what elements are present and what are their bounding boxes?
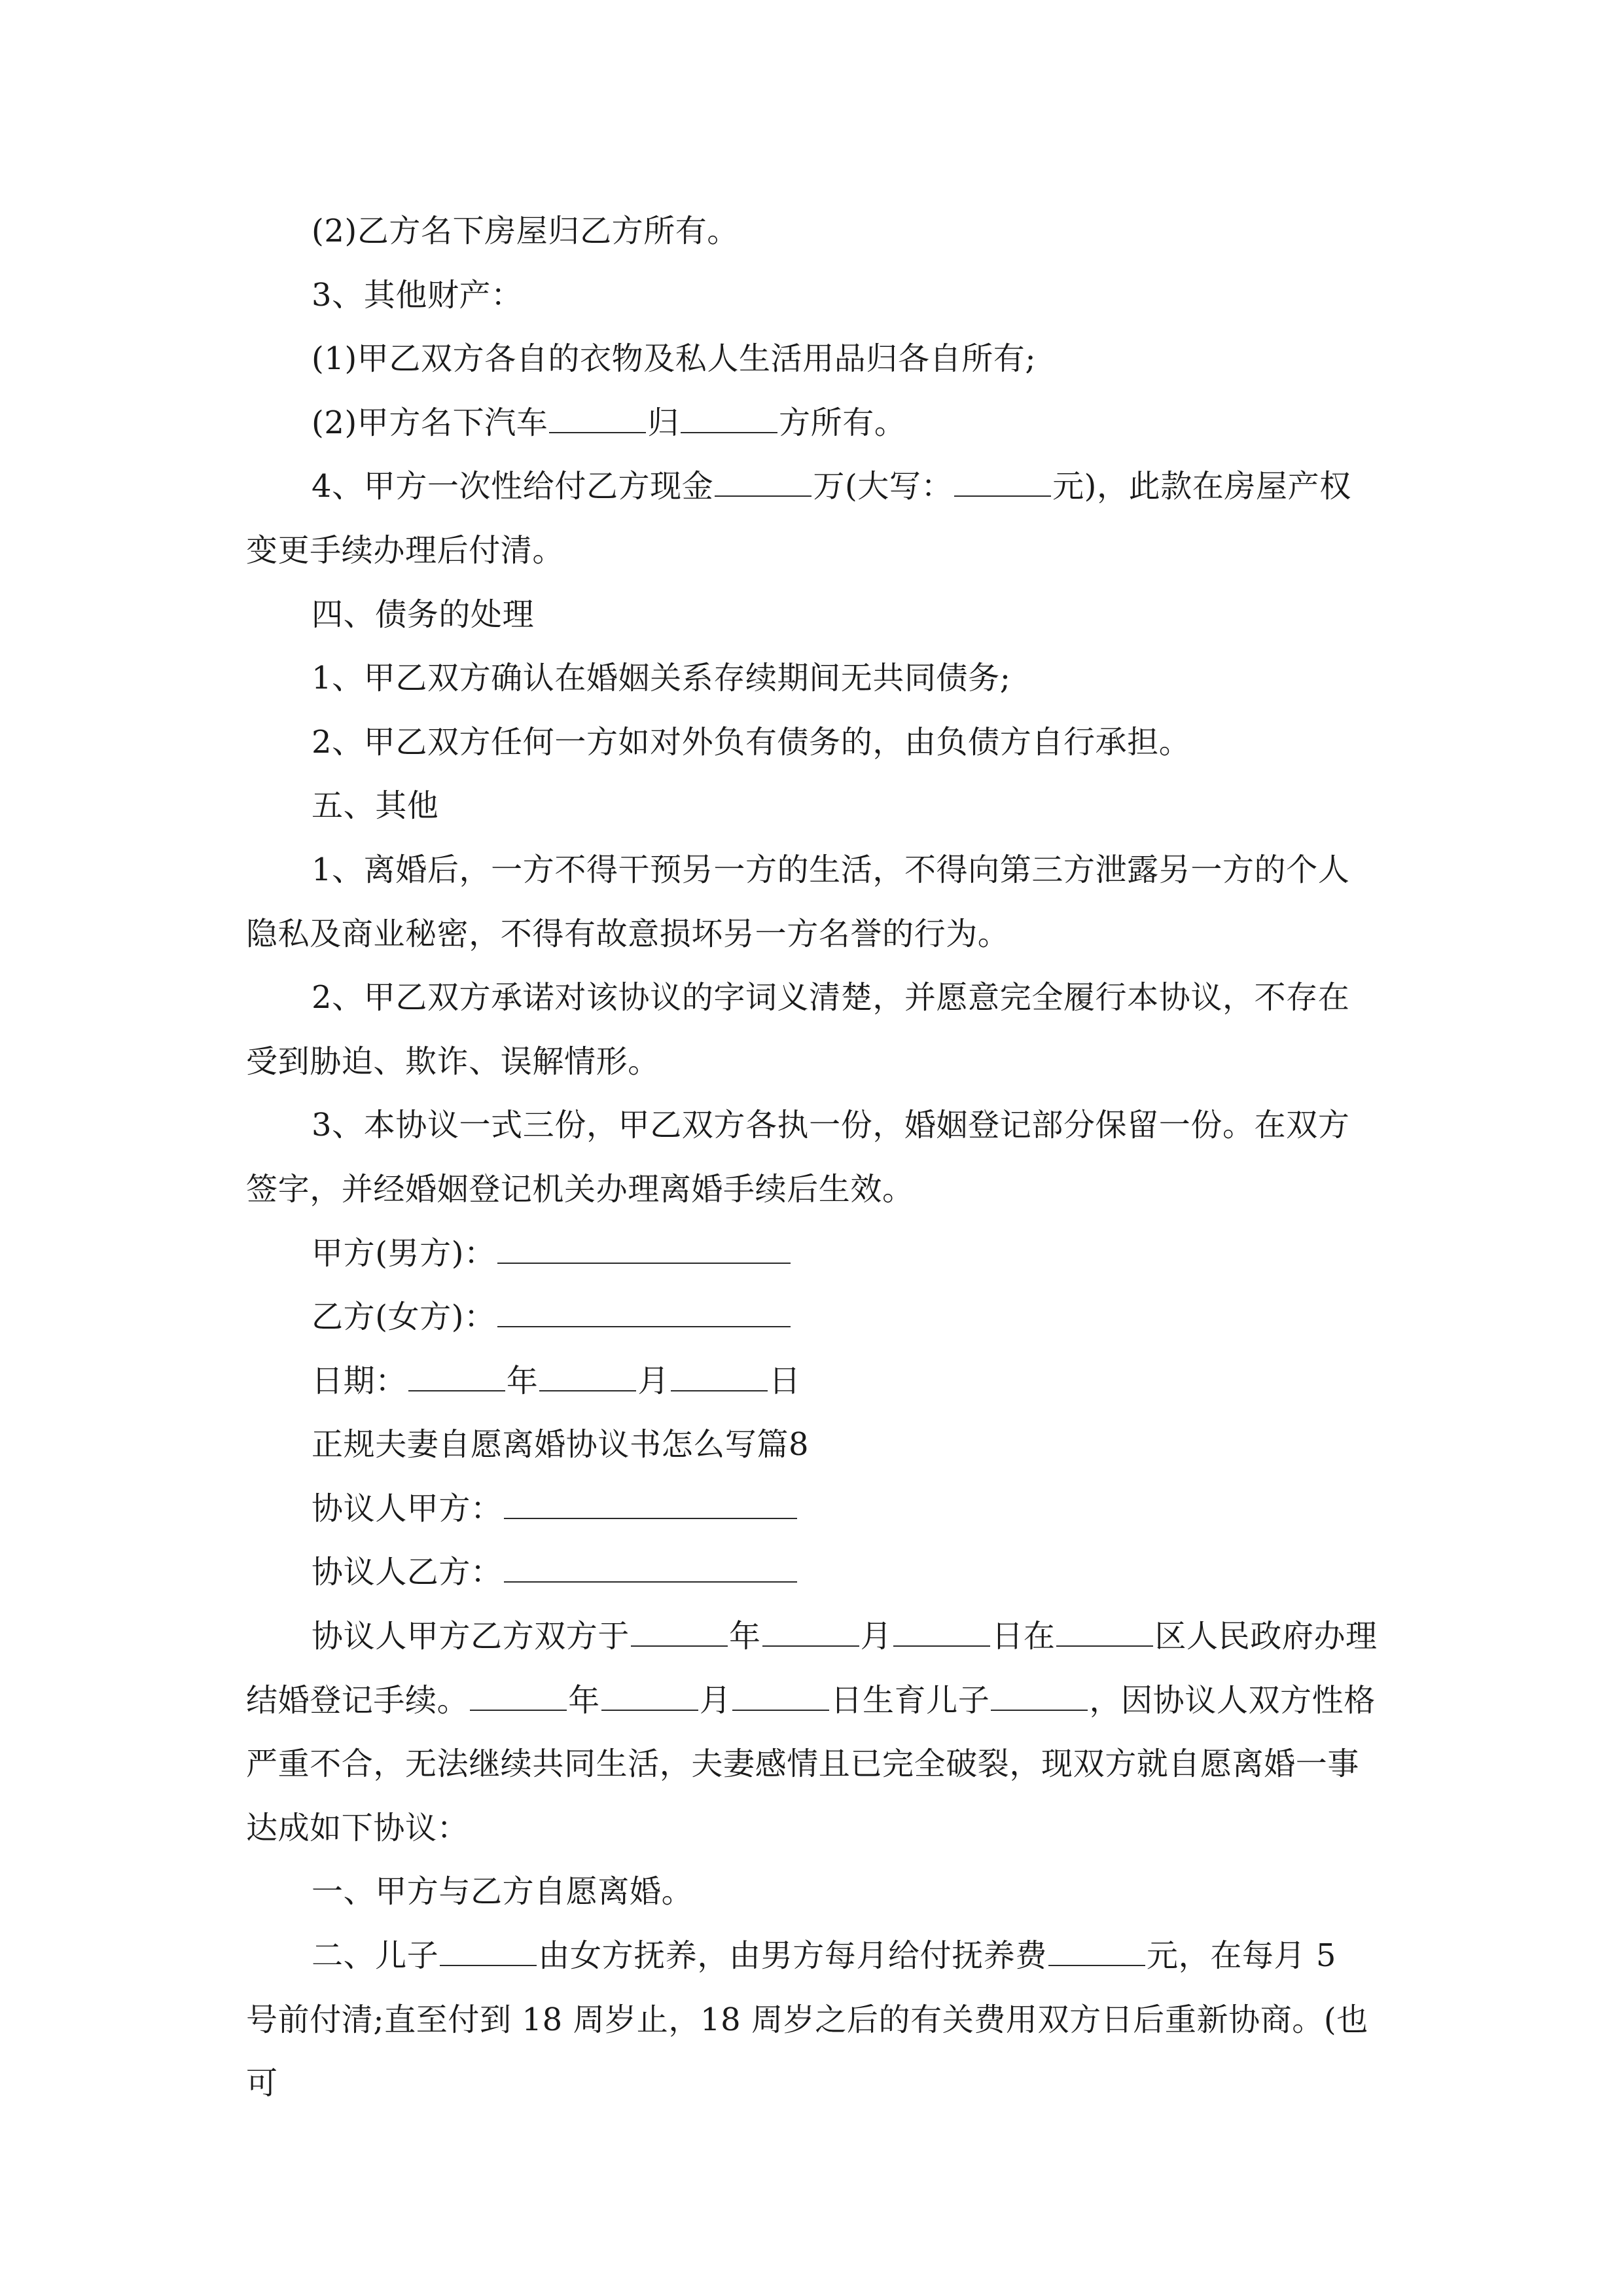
signature-blank <box>497 1300 791 1327</box>
blank-field <box>732 1683 829 1711</box>
blank-field <box>440 1939 537 1966</box>
signature-party-a: 甲方(男方)： <box>246 1222 1378 1286</box>
party-a-line: 协议人甲方： <box>246 1477 1378 1541</box>
paragraph-personal-items: (1)甲乙双方各自的衣物及私人生活用品归各自所有; <box>312 340 1037 378</box>
date-blank <box>408 1364 505 1391</box>
blank-field <box>1056 1619 1153 1647</box>
paragraph-car-ownership: (2)甲方名下汽车 归 方所有。 <box>312 404 906 441</box>
clause-voluntary-divorce: 一、甲方与乙方自愿离婚。 <box>312 1873 694 1910</box>
date-blank <box>671 1364 768 1391</box>
party-b-line: 协议人乙方： <box>246 1541 1378 1605</box>
document-body <box>246 200 1378 2116</box>
signature-blank <box>497 1236 791 1264</box>
blank-field <box>681 406 777 433</box>
paragraph-other-property-heading: 3、其他财产： <box>312 276 523 314</box>
blank-field <box>991 1683 1088 1711</box>
clause-child-custody: 二、儿子 由女方抚养，由男方每月给付抚养费 元，在每月 5 号前付清;直至付到 18 周岁止，18 周岁之后的有关费用双方日后重新协商。(也可 <box>246 1937 1368 2102</box>
blank-field <box>549 406 646 433</box>
paragraph-marriage-background: 协议人甲方乙方双方于 年 月 日在 区人民政府办理结婚登记手续。 年 月 日生育儿子 ，因协议人双方性格严重不合，无法继续共同生活，夫妻感情且已完全破裂，现双方就自愿离婚一事达成如下协议： <box>246 1618 1378 1846</box>
blank-field <box>601 1683 698 1711</box>
paragraph-copies: 3、本协议一式三份，甲乙双方各执一份，婚姻登记部分保留一份。在双方签字，并经婚姻登记机关办理离婚手续后生效。 <box>246 1107 1350 1208</box>
date-blank <box>539 1364 636 1391</box>
paragraph-no-common-debt: 1、甲乙双方确认在婚姻关系存续期间无共同债务; <box>312 660 1011 697</box>
signature-party-b: 乙方(女方)： <box>246 1285 1378 1350</box>
blank-field <box>715 469 812 497</box>
blank-field <box>470 1683 567 1711</box>
blank-field <box>631 1619 728 1647</box>
name-blank <box>504 1555 797 1583</box>
paragraph-house-ownership: (2)乙方名下房屋归乙方所有。 <box>312 213 739 249</box>
name-blank <box>504 1492 797 1519</box>
article-title: 正规夫妻自愿离婚协议书怎么写篇8 <box>312 1426 810 1463</box>
section-heading-other: 五、其他 <box>312 787 439 825</box>
blank-field <box>1048 1939 1145 1966</box>
signature-date: 日期： 年 月 日 <box>312 1362 801 1399</box>
paragraph-cash-payment: 4、甲方一次性给付乙方现金 万(大写： 元)，此款在房屋产权变更手续办理后付清。 <box>246 468 1351 569</box>
blank-field <box>954 469 1051 497</box>
paragraph-individual-debt: 2、甲乙双方任何一方如对外负有债务的，由负债方自行承担。 <box>312 723 1191 761</box>
paragraph-voluntary: 2、甲乙双方承诺对该协议的字词义清楚，并愿意完全履行本协议，不存在受到胁迫、欺诈、误解情形。 <box>246 979 1350 1080</box>
blank-field <box>762 1619 859 1647</box>
paragraph-privacy: 1、离婚后，一方不得干预另一方的生活，不得向第三方泄露另一方的个人隐私及商业秘密，不得有故意损坏另一方名誉的行为。 <box>246 851 1350 952</box>
blank-field <box>893 1619 990 1647</box>
section-heading-debts: 四、债务的处理 <box>312 596 535 633</box>
